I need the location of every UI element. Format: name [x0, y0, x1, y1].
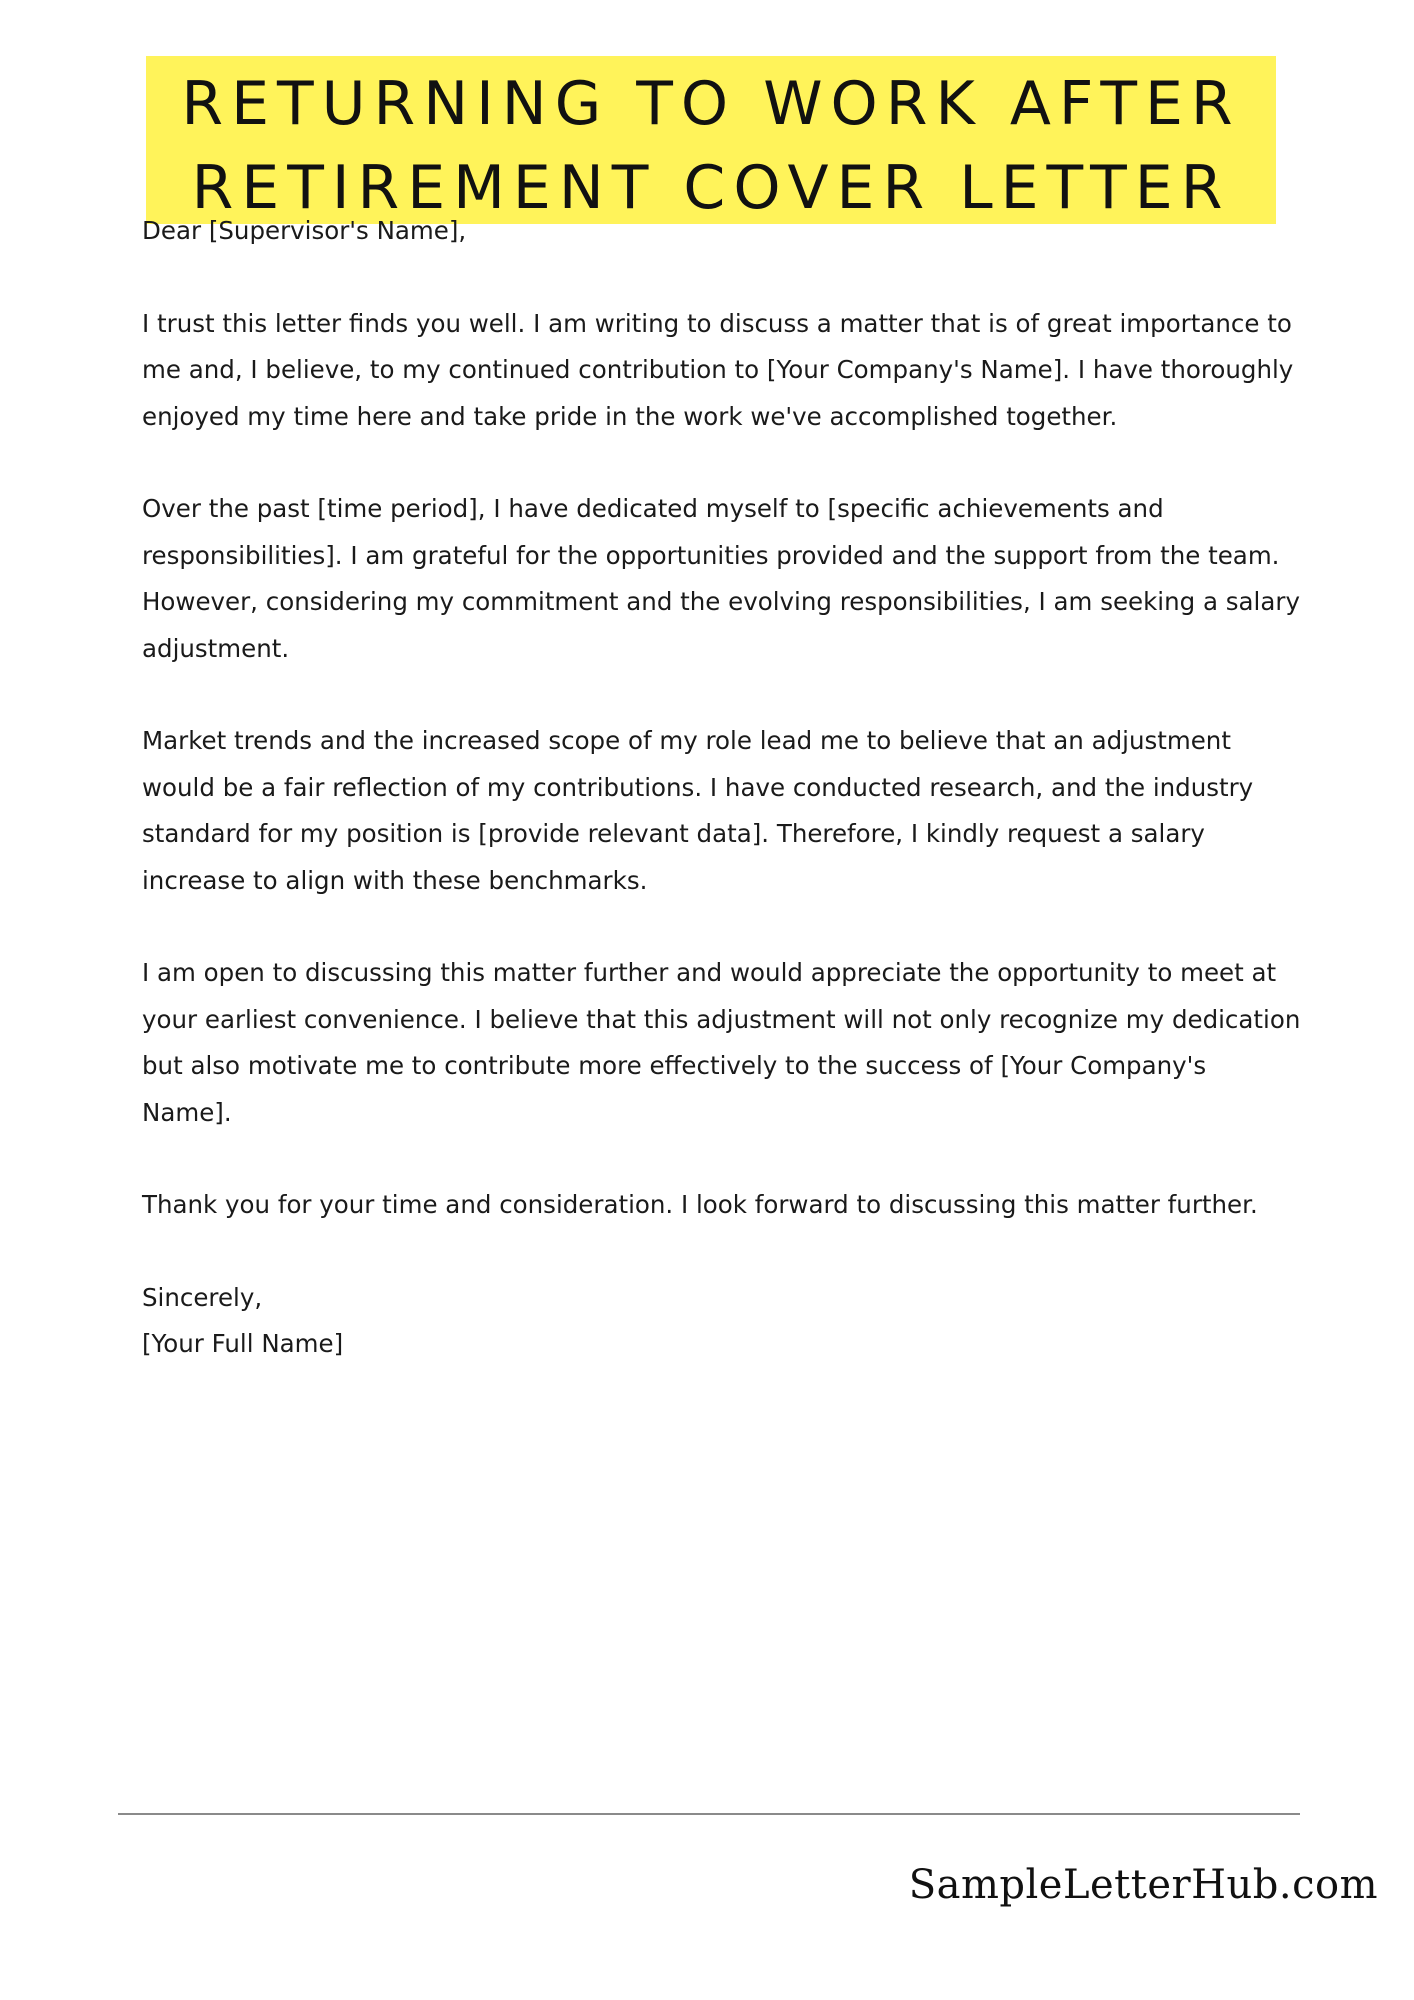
- footer-brand: SampleLetterHub.com: [908, 1862, 1378, 1908]
- salutation: Dear [Supervisor's Name],: [142, 216, 467, 245]
- paragraph-request-meeting: I am open to discussing this matter further and would appreciate the opportunity to meet at your earliest convenience. I believe that this adjustment will not only recognize my dedication but also motivate me to contribute more effectively to the success of [Your Company's Name].: [142, 958, 1301, 1127]
- paragraph-intro: I trust this letter finds you well. I am writing to discuss a matter that is of great importance to me and, I believe, to my continued contribution to [Your Company's Name]. I have thoroughly enjoyed my time here and take pride in the work we've accomplished together.: [142, 308, 1294, 431]
- page-title: [146, 62, 1276, 230]
- letter-body: [142, 208, 1302, 1368]
- paragraph-market-trends: Market trends and the increased scope of my role lead me to believe that an adjustment would be a fair reflection of my contributions. I have conducted research, and the industry standard for my position is [provide relevant data]. Therefore, I kindly request a salary increase to align with these benchmarks.: [142, 726, 1254, 895]
- signature: [Your Full Name]: [142, 1329, 344, 1358]
- paragraph-achievements: Over the past [time period], I have dedicated myself to [specific achievements and responsibilities]. I am grateful for the opportunities provided and the support from the team. However, considering my commitment and the evolving responsibilities, I am seeking a salary adjustment.: [142, 494, 1300, 663]
- paragraph-thanks: Thank you for your time and consideration. I look forward to discussing this matter further.: [142, 1190, 1258, 1219]
- closing: Sincerely,: [142, 1282, 263, 1312]
- title-line-1: RETURNING TO WORK AFTER: [181, 69, 1241, 139]
- closing-block: [142, 1275, 1302, 1368]
- title-line-2: RETIREMENT COVER LETTER: [191, 153, 1231, 223]
- footer-divider: [118, 1813, 1300, 1815]
